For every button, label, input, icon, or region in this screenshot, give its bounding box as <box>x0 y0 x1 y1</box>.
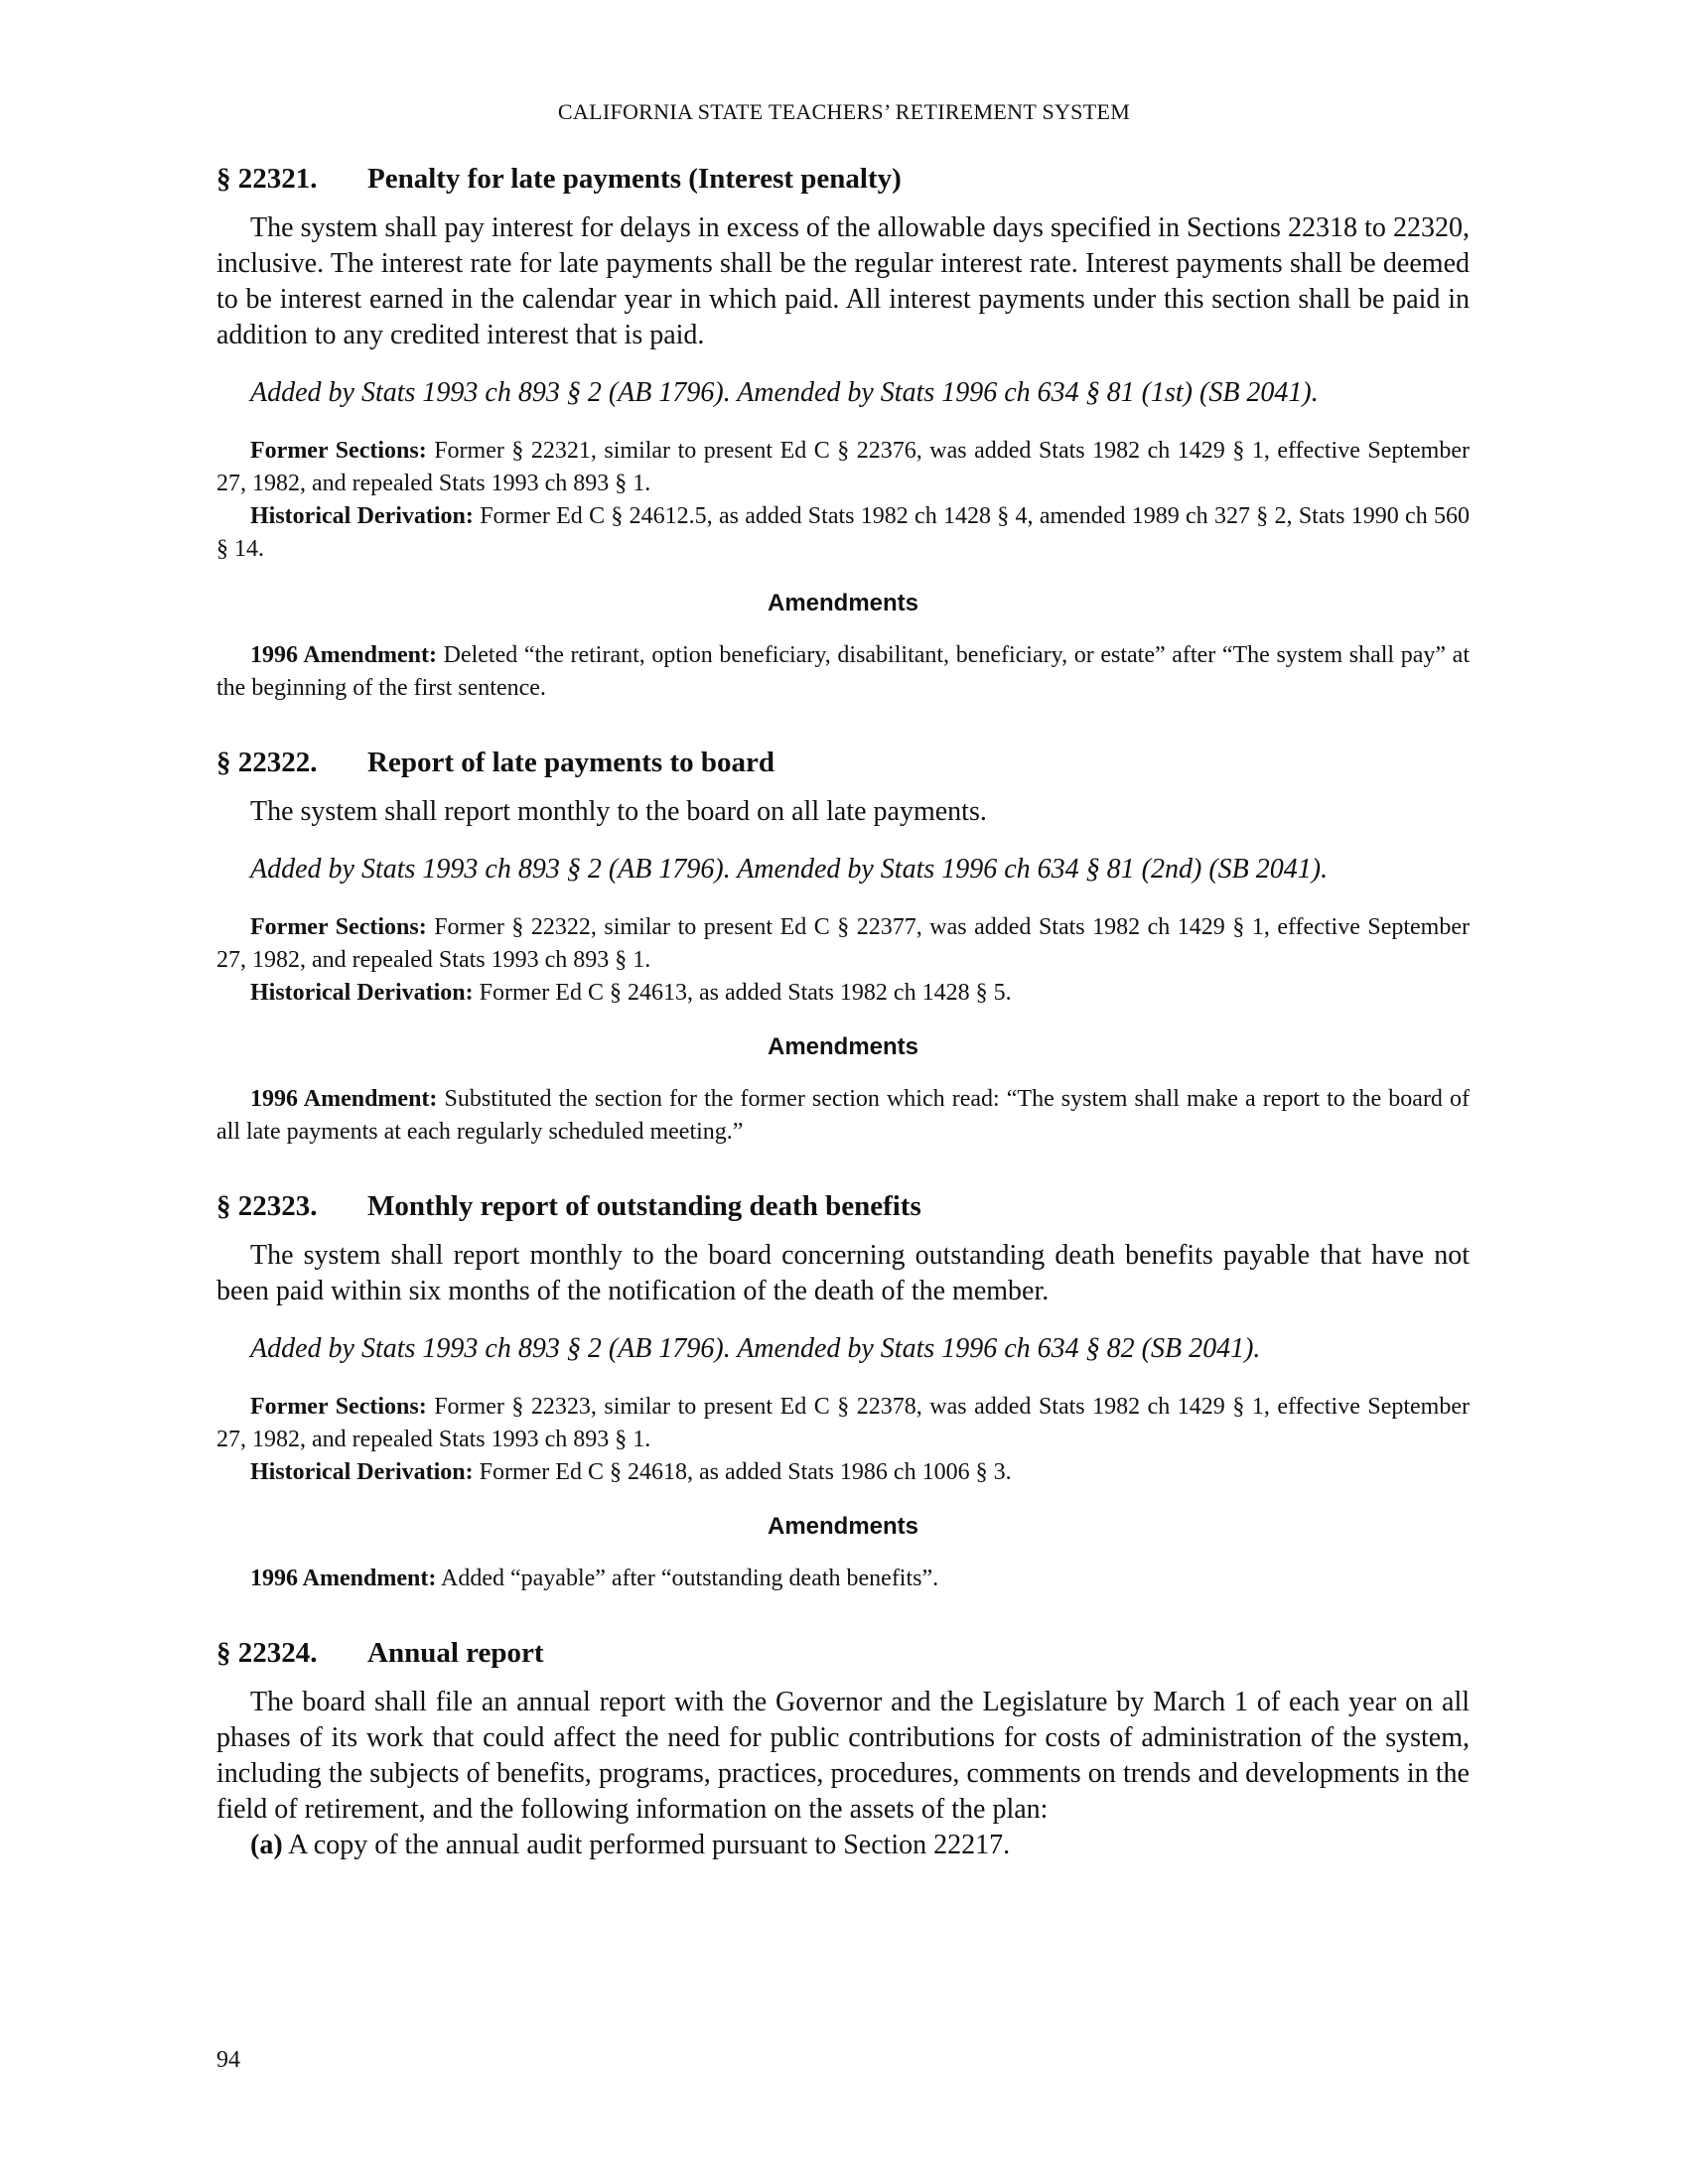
notes <box>216 1391 1470 1489</box>
notes <box>216 435 1470 566</box>
section-text: The system shall report monthly to the board concerning outstanding death benefits payable that have not been paid within six months of the notification of the death of the member. <box>216 1240 1470 1306</box>
section-number: § 22322. <box>216 747 318 778</box>
amendments-heading: Amendments <box>767 1033 919 1060</box>
note-label: Former Sections: <box>250 914 427 940</box>
note-text: Former Ed C § 24612.5, as added Stats 1982 ch 1428 § 4, amended 1989 ch 327 § 2, Stats 1990 ch 560 § 14. <box>216 503 1470 562</box>
page-content <box>216 161 1470 1863</box>
historical-derivation-note <box>216 500 1470 566</box>
note-text: Former Ed C § 24618, as added Stats 1986 ch 1006 § 3. <box>479 1459 1012 1485</box>
section-22323 <box>216 1188 1470 1595</box>
item-text: A copy of the annual audit performed pursuant to Section 22217. <box>288 1830 1011 1860</box>
section-text: The system shall report monthly to the board on all late payments. <box>250 796 987 827</box>
amendment-text: Deleted “the retirant, option beneficiary, disabilitant, beneficiary, or estate” after “The system shall pay” at the beginning of the first sentence. <box>216 642 1470 701</box>
section-title: Penalty for late payments (Interest penalty) <box>367 163 902 195</box>
amendment-label: 1996 Amendment: <box>250 1086 438 1112</box>
note-label: Former Sections: <box>250 438 427 464</box>
amendment-note <box>216 1083 1470 1149</box>
amendment-label: 1996 Amendment: <box>250 642 437 668</box>
note-label: Historical Derivation: <box>250 503 474 529</box>
section-heading <box>216 161 1470 197</box>
amendments-heading: Amendments <box>767 1513 919 1540</box>
historical-derivation-note <box>216 977 1470 1010</box>
running-header: CALIFORNIA STATE TEACHERS’ RETIREMENT SYSTEM <box>557 99 1131 124</box>
section-22322 <box>216 745 1470 1149</box>
former-sections-note <box>216 435 1470 500</box>
amendment-label: 1996 Amendment: <box>250 1566 437 1591</box>
section-text: The board shall file an annual report with the Governor and the Legislature by March 1 of each year on all phases of its work that could affect the need for public contributions for costs of administration of the system, including the subjects of benefits, programs, practices, procedures, comments on trends and developments in the field of retirement, and the following information on the assets of the plan: <box>216 1687 1470 1825</box>
section-number: § 22321. <box>216 163 318 195</box>
amendment-text: Substituted the section for the former section which read: “The system shall make a report to the board of all late payments at each regularly scheduled meeting.” <box>216 1086 1471 1145</box>
section-heading <box>216 745 1470 780</box>
note-text: Former § 22323, similar to present Ed C § 22378, was added Stats 1982 ch 1429 § 1, effective September 27, 1982, and repealed Stats 1993 ch 893 § 1. <box>216 1394 1470 1452</box>
section-heading <box>216 1635 1470 1671</box>
note-text: Former § 22321, similar to present Ed C § 22376, was added Stats 1982 ch 1429 § 1, effective September 27, 1982, and repealed Stats 1993 ch 893 § 1. <box>216 438 1470 496</box>
amendment-note <box>216 1563 1470 1595</box>
amendment-note <box>216 639 1470 705</box>
legislative-history: Added by Stats 1993 ch 893 § 2 (AB 1796). Amended by Stats 1996 ch 634 § 81 (2nd) (SB 2041). <box>250 854 1329 885</box>
note-text: Former Ed C § 24613, as added Stats 1982 ch 1428 § 5. <box>479 980 1012 1006</box>
amendments-heading: Amendments <box>767 590 919 616</box>
list-item <box>250 1828 1470 1863</box>
section-title: Monthly report of outstanding death benefits <box>367 1190 921 1222</box>
note-label: Former Sections: <box>250 1394 427 1420</box>
former-sections-note <box>216 911 1470 977</box>
section-number: § 22324. <box>216 1637 318 1669</box>
section-22324 <box>216 1635 1470 1863</box>
page-number: 94 <box>216 2047 240 2073</box>
amendment-text: Added “payable” after “outstanding death benefits”. <box>441 1566 939 1591</box>
note-text: Former § 22322, similar to present Ed C § 22377, was added Stats 1982 ch 1429 § 1, effective September 27, 1982, and repealed Stats 1993 ch 893 § 1. <box>216 914 1470 973</box>
note-label: Historical Derivation: <box>250 1459 474 1485</box>
section-number: § 22323. <box>216 1190 318 1222</box>
section-title: Report of late payments to board <box>367 747 774 778</box>
legislative-history: Added by Stats 1993 ch 893 § 2 (AB 1796). Amended by Stats 1996 ch 634 § 82 (SB 2041). <box>250 1333 1261 1364</box>
note-label: Historical Derivation: <box>250 980 474 1006</box>
notes <box>216 911 1470 1010</box>
section-22321 <box>216 161 1470 705</box>
section-heading <box>216 1188 1470 1224</box>
section-text: The system shall pay interest for delays in excess of the allowable days specified in Sections 22318 to 22320, inclusive. The interest rate for late payments shall be the regular interest rate. Interest payments shall be deemed to be interest earned in the calendar year in which paid. All interest payments under this section shall be paid in addition to any credited interest that is paid. <box>216 212 1470 350</box>
section-title: Annual report <box>367 1637 544 1669</box>
legislative-history: Added by Stats 1993 ch 893 § 2 (AB 1796). Amended by Stats 1996 ch 634 § 81 (1st) (SB 2041). <box>250 377 1319 408</box>
historical-derivation-note <box>216 1456 1470 1489</box>
former-sections-note <box>216 1391 1470 1456</box>
item-label: (a) <box>250 1830 283 1860</box>
